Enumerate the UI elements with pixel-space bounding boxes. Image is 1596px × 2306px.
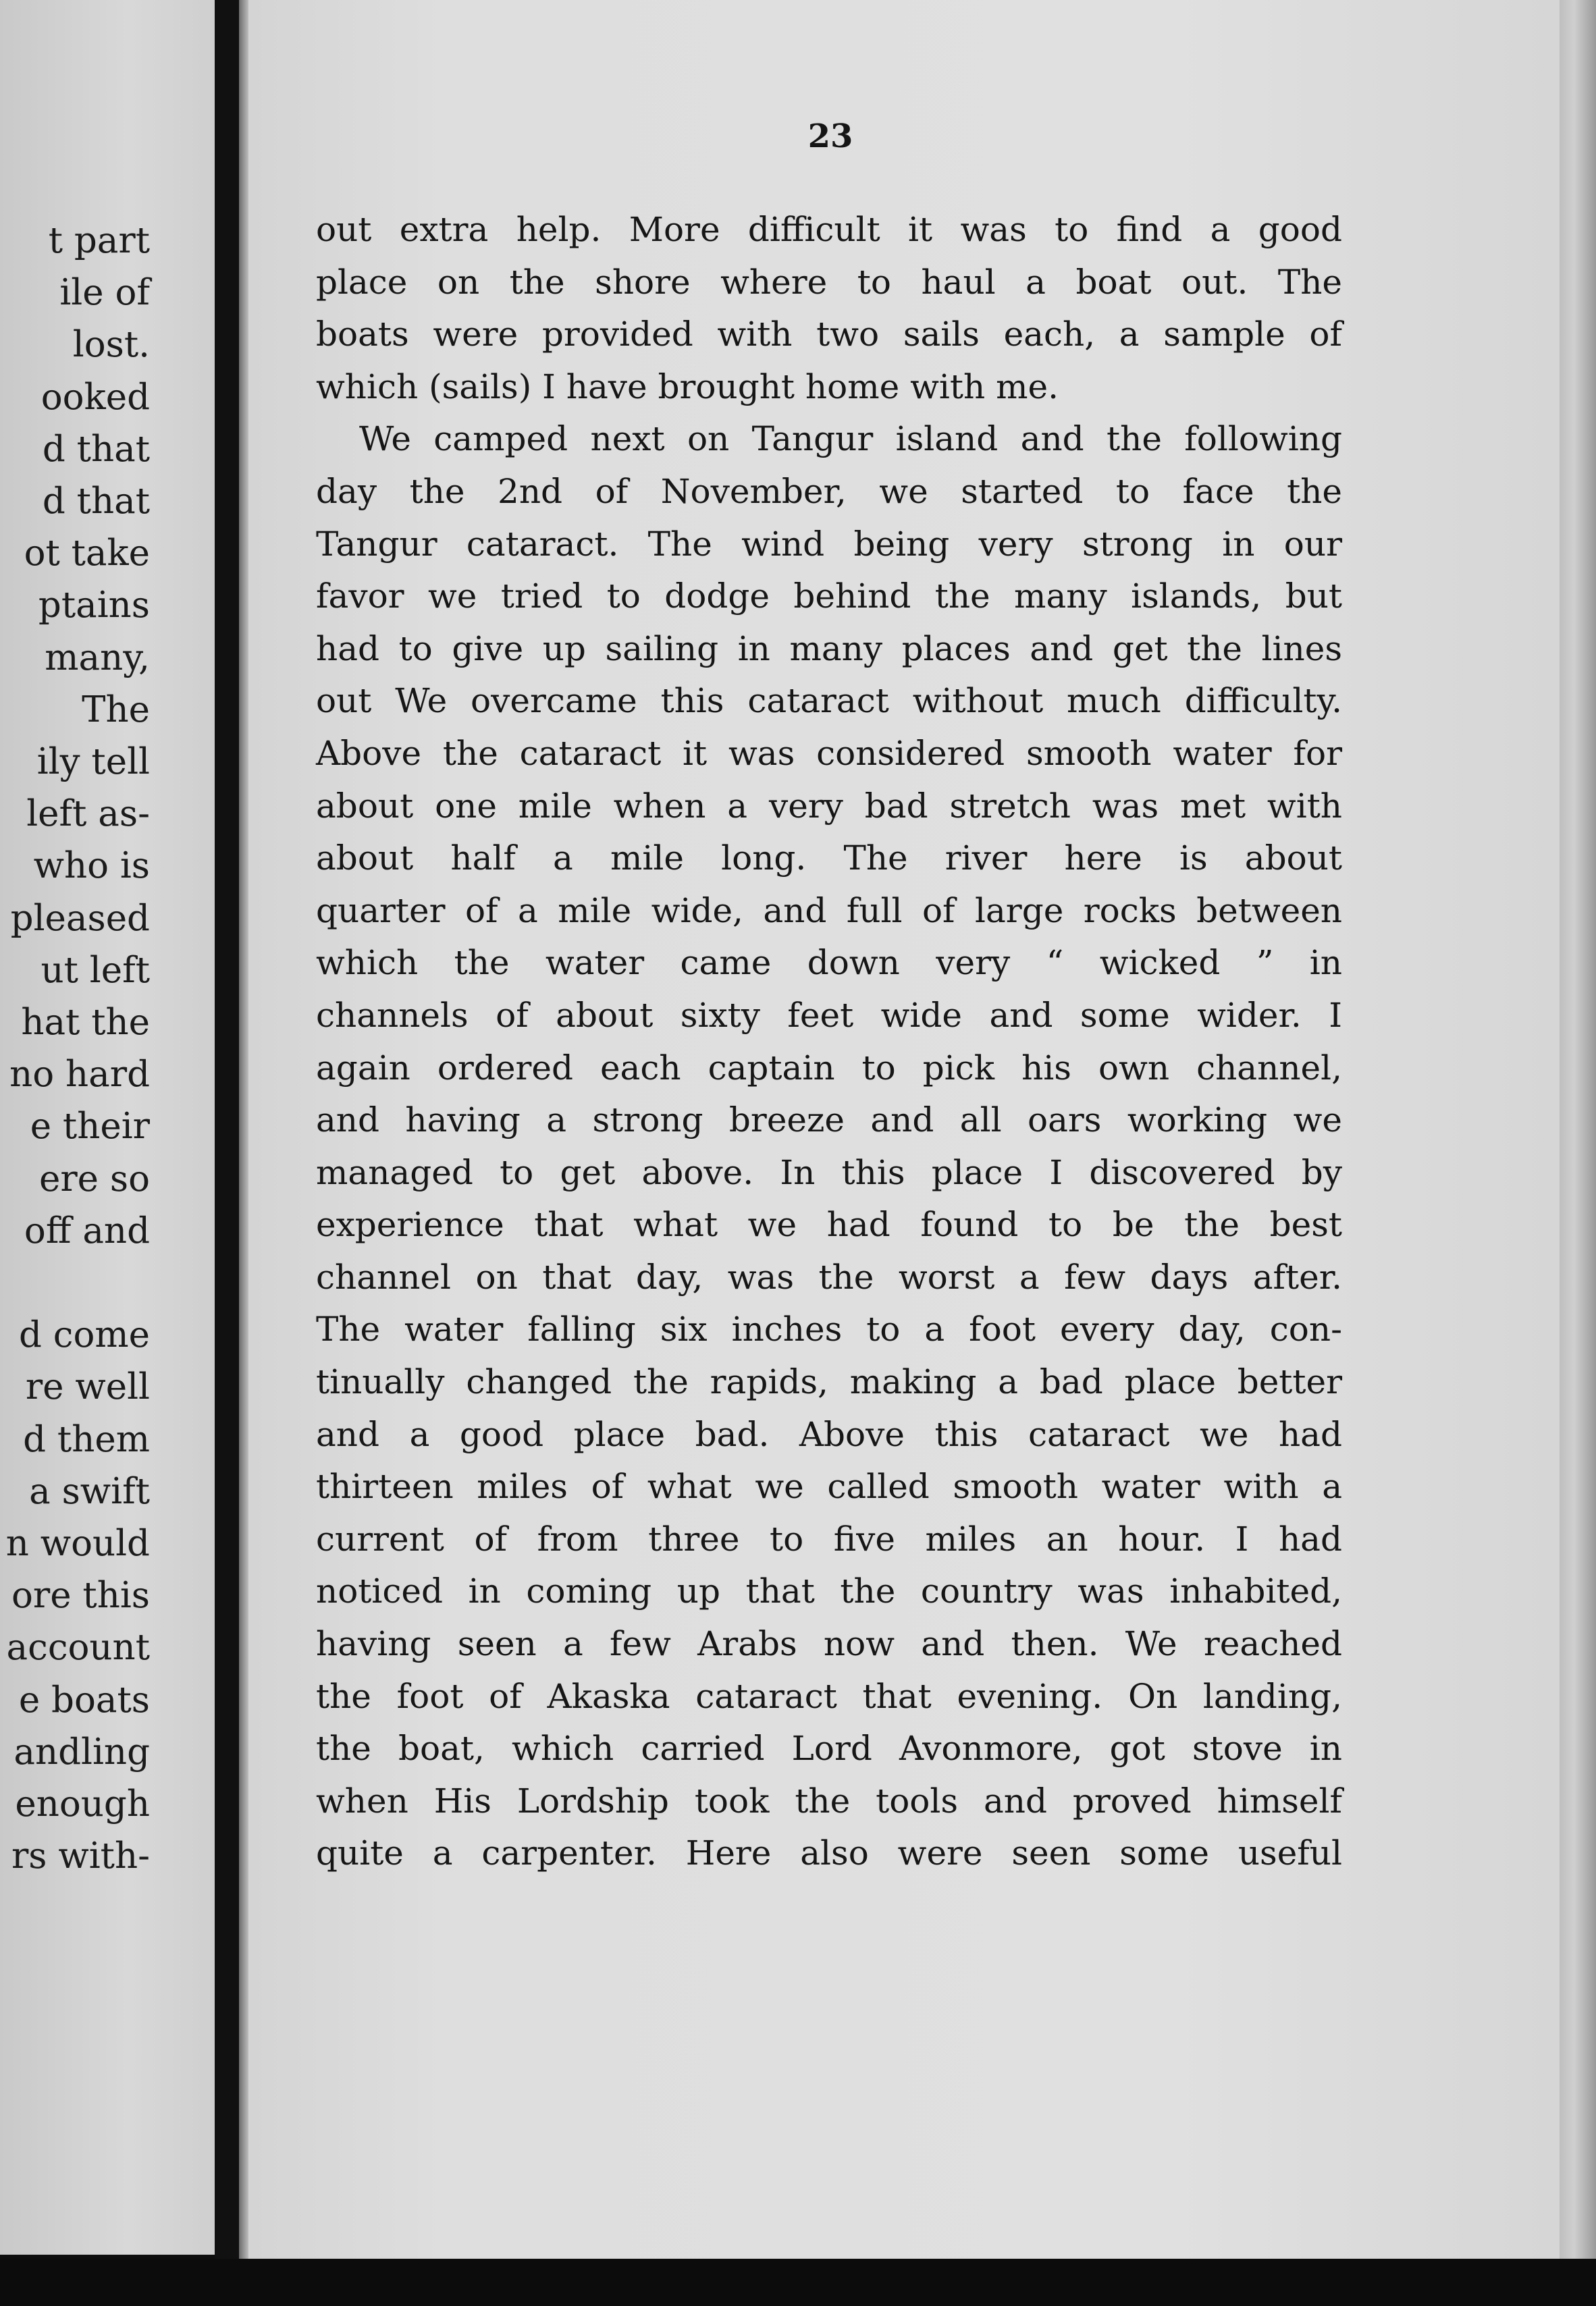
left-line: left as- xyxy=(26,793,150,835)
body-text xyxy=(316,204,1342,1880)
text-line: favor we tried to dodge behind the many islands, but xyxy=(316,576,1342,616)
text-line: out We overcame this cataract without much difficulty. xyxy=(316,681,1342,721)
left-line: no hard xyxy=(9,1054,150,1096)
text-line: Tangur cataract. The wind being very strong in our xyxy=(316,524,1342,564)
scan-bottom-border xyxy=(0,2259,1596,2306)
left-line-gap xyxy=(0,1257,150,1309)
left-line: account xyxy=(6,1627,150,1669)
page-number: 23 xyxy=(807,117,853,155)
left-line: ere so xyxy=(38,1158,150,1200)
left-line: many, xyxy=(45,637,150,678)
left-line: ore this xyxy=(11,1575,150,1617)
text-line: tinually changed the rapids, making a bad place better xyxy=(316,1362,1342,1402)
text-line: about one mile when a very bad stretch was met with xyxy=(316,786,1342,826)
left-line: e their xyxy=(30,1106,150,1148)
text-line: current of from three to five miles an hour. I had xyxy=(316,1519,1342,1559)
text-line: quarter of a mile wide, and full of large rocks between xyxy=(316,890,1342,930)
left-line: ot take xyxy=(24,533,150,574)
text-line: quite a carpenter. Here also were seen some useful xyxy=(316,1833,1342,1873)
text-line: having seen a few Arabs now and then. We reached xyxy=(316,1624,1342,1664)
left-line: d that xyxy=(42,481,150,522)
left-line: d them xyxy=(23,1418,150,1460)
text-line: channels of about sixty feet wide and some wider. I xyxy=(316,995,1342,1035)
left-line: ily tell xyxy=(36,741,150,783)
text-line: The water falling six inches to a foot every day, con- xyxy=(316,1310,1342,1349)
text-line: managed to get above. In this place I discovered by xyxy=(316,1152,1342,1192)
left-line: The xyxy=(82,689,150,730)
previous-page-edge xyxy=(0,0,215,2255)
text-line: when His Lordship took the tools and proved himself xyxy=(316,1781,1342,1821)
text-line: about half a mile long. The river here is about xyxy=(316,838,1342,878)
left-line: ooked xyxy=(41,376,150,418)
gutter-shadow xyxy=(239,0,248,2268)
text-line: out extra help. More difficult it was to find a good xyxy=(316,210,1342,249)
book-gutter xyxy=(215,0,239,2268)
left-line: hat the xyxy=(21,1002,150,1044)
text-line: boats were provided with two sails each, a sample of xyxy=(316,315,1342,354)
left-line: n would xyxy=(5,1523,150,1565)
text-line: which the water came down very “ wicked ” in xyxy=(316,943,1342,983)
text-line: day the 2nd of November, we started to face the xyxy=(316,471,1342,511)
left-line: enough xyxy=(15,1784,150,1825)
left-line: re well xyxy=(25,1366,150,1408)
text-line: experience that what we had found to be the best xyxy=(316,1205,1342,1245)
text-line: and a good place bad. Above this cataract we had xyxy=(316,1414,1342,1454)
text-line: thirteen miles of what we called smooth water with a xyxy=(316,1467,1342,1507)
left-line: a swift xyxy=(29,1470,150,1512)
left-line: off and xyxy=(24,1210,150,1252)
text-line: which (sails) I have brought home with me. xyxy=(316,367,1059,406)
left-line: d come xyxy=(19,1314,150,1356)
left-line: lost. xyxy=(72,324,150,366)
previous-page-text xyxy=(0,215,150,1882)
left-line: pleased xyxy=(10,897,150,939)
left-line: ptains xyxy=(38,585,150,626)
text-line: channel on that day, was the worst a few days after. xyxy=(316,1257,1342,1297)
left-line: rs with- xyxy=(11,1835,150,1877)
text-line: and having a strong breeze and all oars working we xyxy=(316,1100,1342,1140)
page-fore-edge xyxy=(1560,0,1596,2268)
text-line: had to give up sailing in many places and get the lines xyxy=(316,628,1342,668)
text-line: again ordered each captain to pick his own channel, xyxy=(316,1048,1342,1088)
left-line: d that xyxy=(42,428,150,470)
text-line: the boat, which carried Lord Avonmore, got stove in xyxy=(316,1729,1342,1769)
left-line: andling xyxy=(14,1731,150,1773)
left-line: ile of xyxy=(59,272,150,314)
text-line: noticed in coming up that the country was inhabited, xyxy=(316,1572,1342,1611)
left-line: t part xyxy=(48,220,150,261)
left-line: e boats xyxy=(18,1679,150,1721)
text-line: the foot of Akaska cataract that evening. On landing, xyxy=(316,1676,1342,1716)
left-line: ut left xyxy=(41,949,150,991)
left-line: who is xyxy=(33,845,150,887)
text-line: Above the cataract it was considered smooth water for xyxy=(316,733,1342,773)
text-line: place on the shore where to haul a boat out. The xyxy=(316,262,1342,302)
paragraph-first-line: We camped next on Tangur island and the following xyxy=(359,419,1342,459)
